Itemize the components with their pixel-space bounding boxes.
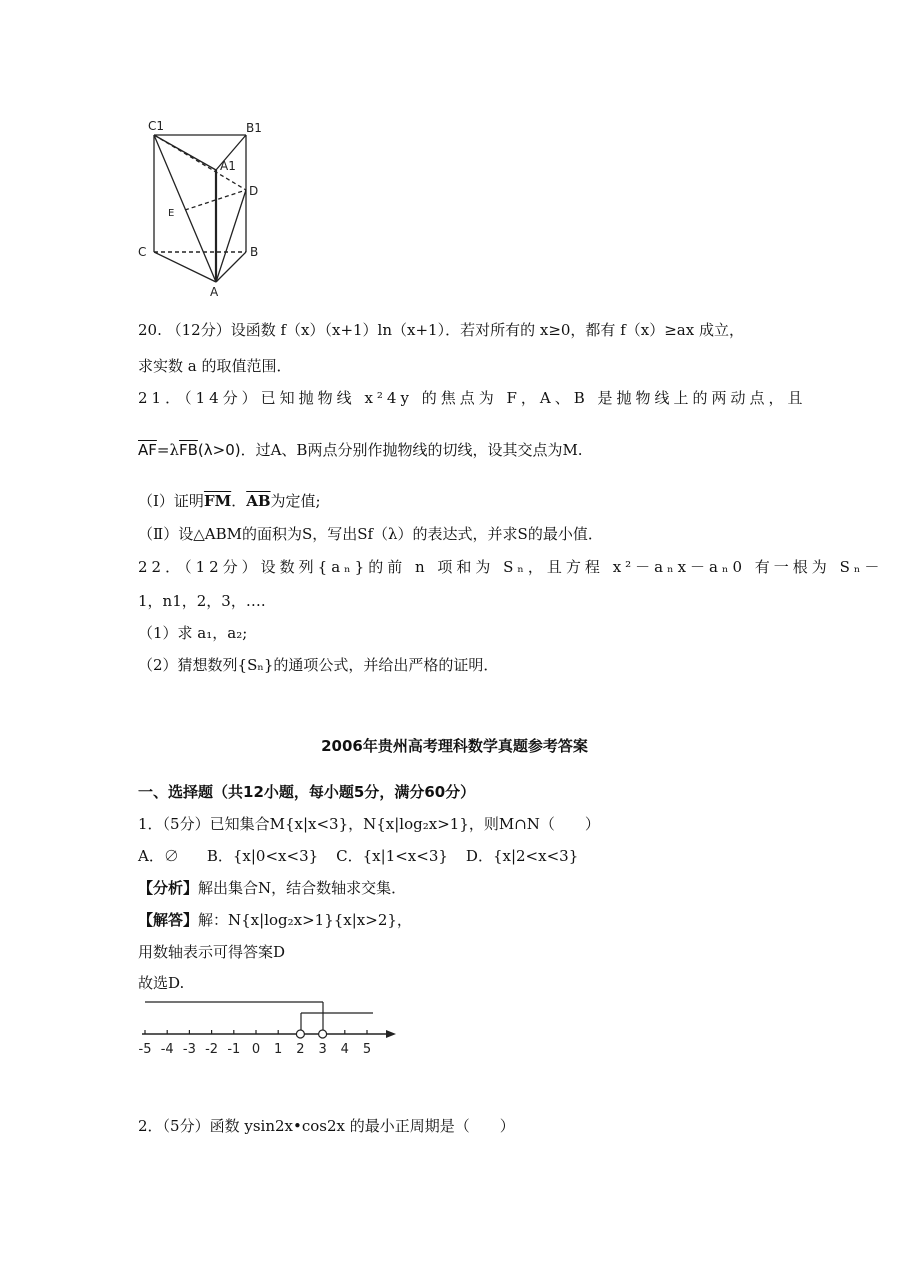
tick-label: -4 <box>160 1042 174 1057</box>
label-d: D <box>249 184 259 198</box>
tick-label: -1 <box>227 1042 241 1057</box>
analysis-text: 解出集合N，结合数轴求交集． <box>198 879 407 897</box>
q21-line2-rest: ．过A、B两点分别作抛物线的切线，设其交点为M. <box>240 441 583 459</box>
q20-line2: 求实数 a 的取值范围． <box>138 357 292 375</box>
q22-line1: 22．（12分）设数列{aₙ}的前 n 项和为 Sₙ，且方程 x²－aₙx－aₙ0 有一根为 Sₙ－ <box>138 558 884 576</box>
label-e: E <box>168 208 175 219</box>
a1-line-b: 故选D. <box>138 974 185 992</box>
tick-label: 1 <box>274 1042 283 1057</box>
number-line <box>130 995 410 1065</box>
open-point <box>296 1030 304 1038</box>
tick-label: 4 <box>340 1042 349 1057</box>
q22-line2: 1，n1，2，3，…. <box>138 592 266 610</box>
tick-label: 3 <box>318 1042 327 1057</box>
solution-text: 解：N{x|log₂x>1}{x|x>2}， <box>198 911 412 929</box>
open-point <box>319 1030 327 1038</box>
vector-af: $\overline{AF}$ <box>138 441 157 459</box>
option-d: D．{x|2<x<3} <box>465 847 579 865</box>
label-a1: A1 <box>220 159 236 173</box>
solution-label: 【解答】 <box>138 911 199 929</box>
option-a: A．∅ <box>138 847 179 865</box>
tick-label: -3 <box>182 1042 196 1057</box>
equals-lambda: =λ <box>156 441 179 459</box>
tick-label: 5 <box>362 1042 372 1057</box>
q21-line2 <box>138 440 583 460</box>
tick-label: 2 <box>296 1042 305 1057</box>
vector-fm: $\overline{FM}$ <box>203 492 232 510</box>
vector-ab: $\overline{AB}$ <box>246 492 271 510</box>
q22-part2: （2）猜想数列{Sₙ}的通项公式，并给出严格的证明． <box>138 656 499 674</box>
q21-part2: （Ⅱ）设△ABM的面积为S，写出Sf（λ）的表达式，并求S的最小值． <box>138 525 603 543</box>
vector-fb: $\overline{FB}$ <box>178 441 198 459</box>
label-c1: C1 <box>148 119 165 133</box>
answer-title: 2006年贵州高考理科数学真题参考答案 <box>321 737 588 755</box>
label-c: C <box>138 245 147 259</box>
a1-line-a: 用数轴表示可得答案D <box>138 943 286 961</box>
tick-label: -2 <box>205 1042 219 1057</box>
tick-label: 0 <box>251 1042 261 1057</box>
analysis-label: 【分析】 <box>138 879 199 897</box>
a1-question: 1．（5分）已知集合M{x|x<3}，N{x|log₂x>1}，则M∩N（ ） <box>138 815 600 833</box>
a2-question: 2．（5分）函数 ysin2x•cos2x 的最小正周期是（ ） <box>138 1117 515 1135</box>
lambda-condition: (λ>0) <box>197 441 241 459</box>
option-c: C．{x|1<x<3} <box>336 847 448 865</box>
q21-line1: 21．（14分）已知抛物线 x²4y 的焦点为 F，A、B 是抛物线上的两动点，且 <box>138 389 807 407</box>
a1-analysis <box>138 878 406 898</box>
label-b1: B1 <box>246 121 262 135</box>
option-b: B．{x|0<x<3} <box>206 847 319 865</box>
a1-solution <box>138 910 412 930</box>
q22-part1: （1）求 a₁，a₂; <box>138 624 248 642</box>
section1-heading: 一、选择题（共12小题，每小题5分，满分60分） <box>138 783 476 801</box>
label-a: A <box>210 285 219 299</box>
dot-operator: ． <box>231 492 247 510</box>
q21-part1 <box>138 491 321 511</box>
a1-options <box>138 846 578 866</box>
tick-label: -5 <box>138 1042 152 1057</box>
label-b: B <box>250 245 259 259</box>
prism-figure <box>130 110 280 300</box>
q20-line1: 20. （12分）设函数 f（x）（x+1）ln（x+1）．若对所有的 x≥0，都有 f（x）≥ax 成立， <box>138 321 744 339</box>
part1-prefix: （Ⅰ）证明 <box>138 492 204 510</box>
part1-suffix: 为定值; <box>270 492 321 510</box>
